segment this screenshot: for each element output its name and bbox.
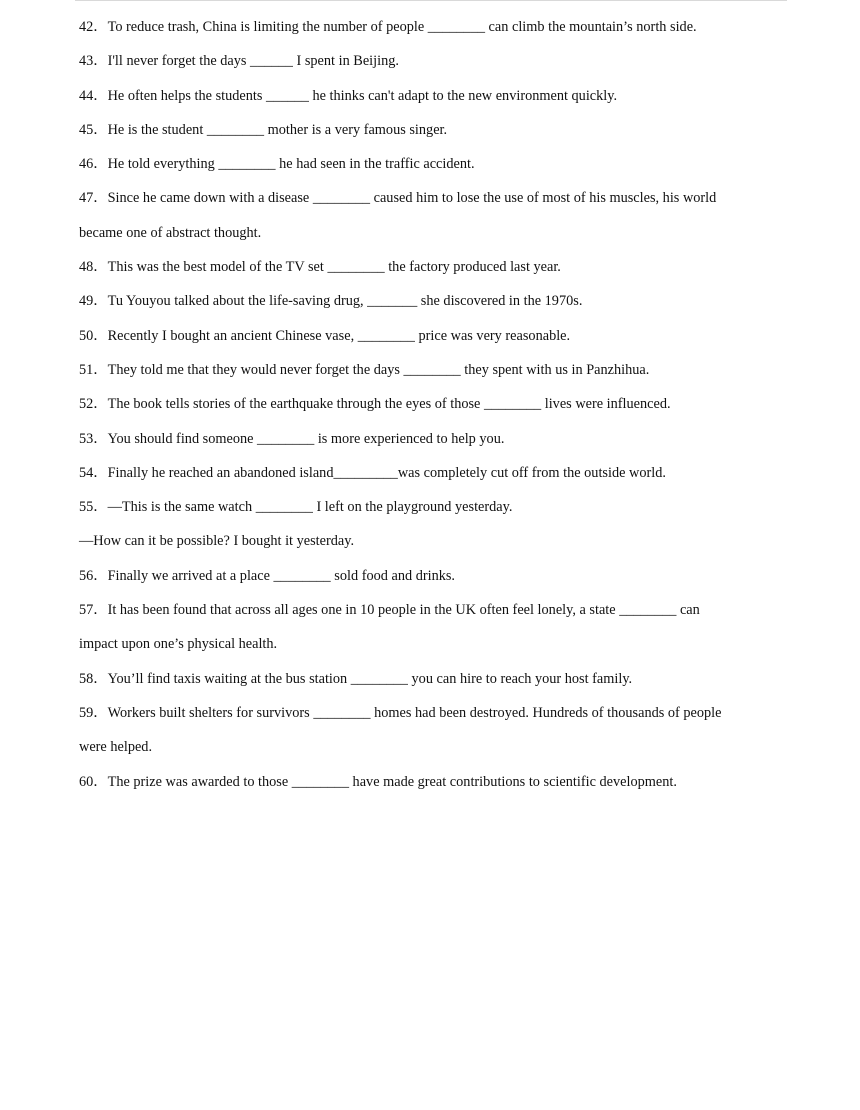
- exercise-list: [79, 10, 779, 799]
- q52-line: 52．The book tells stories of the earthquake through the eyes of those ________ lives were influenced.: [79, 396, 671, 413]
- q45-line: 45．He is the student ________ mother is a very famous singer.: [79, 121, 448, 138]
- q53-line: 53．You should find someone ________ is more experienced to help you.: [79, 430, 505, 447]
- q49-line: 49．Tu Youyou talked about the life-saving drug, _______ she discovered in the 1970s.: [79, 293, 583, 310]
- q44-line: 44．He often helps the students ______ he thinks can't adapt to the new environment quickly.: [79, 87, 618, 104]
- top-divider: [75, 0, 787, 1]
- q60-line: 60．The prize was awarded to those ________ have made great contributions to scientific development.: [79, 773, 677, 790]
- q47-line: 47．Since he came down with a disease ________ caused him to lose the use of most of his muscles, his world: [79, 190, 717, 207]
- q59-line-continued: were helped.: [79, 739, 153, 756]
- q57-line: 57．It has been found that across all ages one in 10 people in the UK often feel lonely, a state ________ can: [79, 602, 700, 619]
- q47-line-continued: became one of abstract thought.: [79, 224, 262, 241]
- q55-reply-line: —How can it be possible? I bought it yesterday.: [79, 533, 355, 550]
- q55-line: 55．—This is the same watch ________ I left on the playground yesterday.: [79, 499, 513, 516]
- q46-line: 46．He told everything ________ he had seen in the traffic accident.: [79, 156, 475, 173]
- q56-line: 56．Finally we arrived at a place ________ sold food and drinks.: [79, 567, 456, 584]
- q57-line-continued: impact upon one’s physical health.: [79, 636, 278, 653]
- q51-line: 51．They told me that they would never forget the days ________ they spent with us in Panzhihua.: [79, 361, 650, 378]
- q50-line: 50．Recently I bought an ancient Chinese vase, ________ price was very reasonable.: [79, 327, 571, 344]
- q59-line: 59．Workers built shelters for survivors ________ homes had been destroyed. Hundreds of thousands of people: [79, 704, 722, 721]
- q43-line: 43．I'll never forget the days ______ I spent in Beijing.: [79, 53, 399, 70]
- q48-line: 48．This was the best model of the TV set ________ the factory produced last year.: [79, 259, 561, 276]
- q54-line: 54．Finally he reached an abandoned island_________was completely cut off from the outside world.: [79, 464, 666, 481]
- q58-line: 58．You’ll find taxis waiting at the bus station ________ you can hire to reach your host family.: [79, 670, 633, 687]
- q42-line: 42．To reduce trash, China is limiting the number of people ________ can climb the mountain’s north side.: [79, 19, 697, 35]
